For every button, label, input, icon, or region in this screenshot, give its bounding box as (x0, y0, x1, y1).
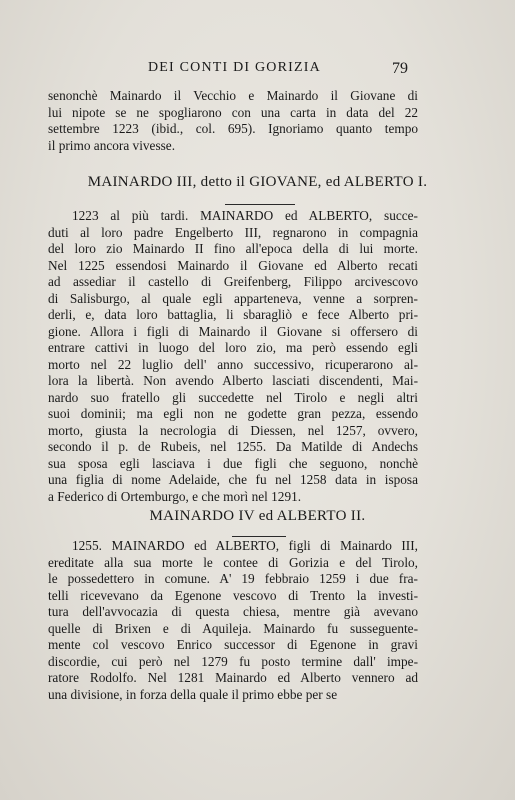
intro-paragraph (48, 88, 418, 154)
text-line: entrare cattivi in luogo del loro zio, ma però essendo egli (48, 340, 418, 355)
running-head (0, 58, 515, 82)
section-heading-mainardo-iii: MAINARDO III, detto il GIOVANE, ed ALBERTO I. (87, 174, 428, 190)
text-line: quelle di Brixen e di Aquileja. Mainardo fu susseguente- (48, 620, 418, 636)
section-heading-mainardo-iv: MAINARDO IV ed ALBERTO II. (149, 508, 366, 524)
text-line: mente col vescovo Enrico successor di Egenone in gravi (48, 637, 418, 652)
text-line: di Salisburgo, al quale egli apparteneva, venne a sorpren- (48, 290, 418, 306)
text-line: senonchè Mainardo il Vecchio e Mainardo il Giovane di (48, 88, 418, 103)
section-divider (232, 536, 286, 537)
text-line: settembre 1223 (ibid., col. 695). Ignoriamo quanto tempo (48, 121, 418, 136)
page-number: 79 (392, 60, 408, 77)
text-line: duti al loro padre Engelberto III, regnarono in compagnia (48, 224, 418, 240)
text-line: il primo ancora vivesse. (48, 137, 176, 153)
section-mainardo-iii-body (48, 208, 418, 505)
text-line: tura dell'avvocazia di questa chiesa, mentre già avevano (48, 604, 418, 619)
text-line: del loro zio Mainardo II fino all'epoca della di lui morte. (48, 241, 418, 256)
text-line: ereditate alla sua morte le contee di Gorizia e del Tirolo, (48, 554, 418, 570)
text-line: a Federico di Ortemburgo, e che morì nel 1291. (48, 488, 302, 504)
text-line: morto, giusta la necrologia di Diessen, nel 1257, ovvero, (48, 422, 418, 438)
text-line: nardo suo fratello gli succedette nel Tirolo e negli altri (48, 389, 418, 405)
text-line: lui nipote se ne spogliarono con una carta in data del 22 (48, 104, 418, 120)
text-line: 1223 al più tardi. MAINARDO ed ALBERTO, succe- (72, 208, 418, 223)
text-line: sua sposa egli lasciava i due figli che seguono, nonchè (48, 455, 418, 471)
text-line: Nel 1225 essendosi Mainardo il Giovane ed Alberto recati (48, 257, 418, 273)
text-line: 1255. MAINARDO ed ALBERTO, figli di Mainardo III, (72, 538, 418, 553)
text-line: le possedettero in comune. A' 19 febbraio 1259 i due fra- (48, 571, 418, 586)
text-line: ratore Rodolfo. Nel 1281 Mainardo ed Alberto vennero ad (48, 670, 418, 685)
text-line: morto nel 22 luglio dell' anno successivo, ricuperarono al- (48, 356, 418, 372)
text-line: secondo il p. de Rubeis, nel 1255. Da Matilde di Andechs (48, 439, 418, 454)
text-line: derli, e, data loro battaglia, li sbaragliò e fece Alberto pri- (48, 307, 418, 322)
running-head-title: DEI CONTI DI GORIZIA (148, 60, 321, 75)
text-line: discordie, cui però nel 1279 fu posto termine dall' impe- (48, 653, 418, 669)
text-line: una divisione, in forza della quale il primo ebbe per se (48, 686, 338, 702)
section-mainardo-iv-body (48, 538, 418, 703)
text-line: telli ricevevano da Egenone vescovo di Trento la investi- (48, 587, 418, 603)
section-divider (225, 204, 295, 205)
text-line: suoi dominii; ma egli non ne godette gran pezza, essendo (48, 406, 418, 421)
text-line: ad assediar il castello di Greifenberg, Filippo arcivescovo (48, 274, 418, 289)
text-line: gione. Allora i figli di Mainardo il Giovane si offersero di (48, 323, 418, 339)
text-line: una figlia di nome Adelaide, che fu nel 1258 data in isposa (48, 472, 418, 487)
text-line: lora la libertà. Non avendo Alberto lasciati discendenti, Mai- (48, 373, 418, 388)
